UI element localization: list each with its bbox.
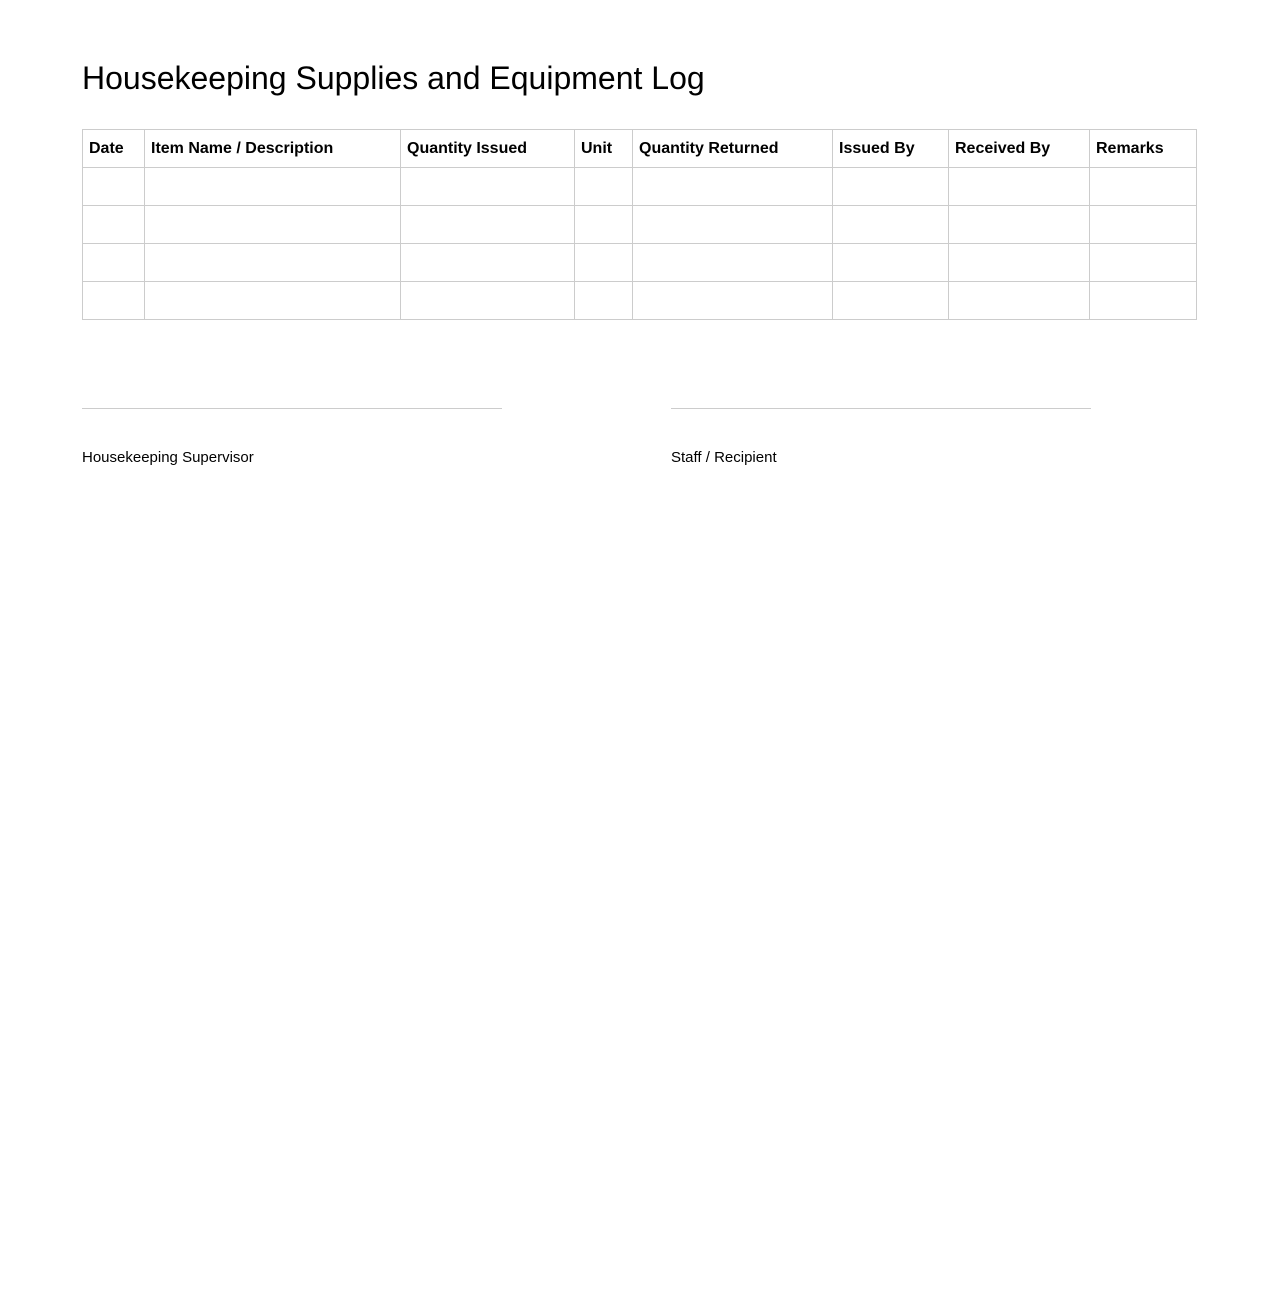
cell-date[interactable] [83,282,145,320]
cell-received-by[interactable] [949,168,1090,206]
cell-received-by[interactable] [949,282,1090,320]
column-header-remarks: Remarks [1090,130,1197,168]
cell-item-name[interactable] [145,244,401,282]
cell-quantity-returned[interactable] [633,282,833,320]
column-header-date: Date [83,130,145,168]
table-row [83,168,1197,206]
table-header-row [83,130,1197,168]
column-header-quantity-issued: Quantity Issued [401,130,575,168]
cell-unit[interactable] [575,244,633,282]
cell-issued-by[interactable] [833,206,949,244]
table-row [83,244,1197,282]
table-row [83,206,1197,244]
cell-date[interactable] [83,206,145,244]
cell-issued-by[interactable] [833,168,949,206]
table-row [83,282,1197,320]
cell-remarks[interactable] [1090,244,1197,282]
cell-received-by[interactable] [949,206,1090,244]
cell-remarks[interactable] [1090,282,1197,320]
cell-remarks[interactable] [1090,168,1197,206]
column-header-issued-by: Issued By [833,130,949,168]
cell-quantity-returned[interactable] [633,206,833,244]
page-title: Housekeeping Supplies and Equipment Log [82,60,705,96]
cell-date[interactable] [83,168,145,206]
signature-label: Staff / Recipient [671,449,777,466]
cell-unit[interactable] [575,282,633,320]
supplies-log-table [82,129,1197,320]
signature-label: Housekeeping Supervisor [82,449,254,466]
column-header-item-name: Item Name / Description [145,130,401,168]
signature-block-recipient [671,408,1091,467]
column-header-unit: Unit [575,130,633,168]
cell-quantity-issued[interactable] [401,282,575,320]
cell-quantity-issued[interactable] [401,168,575,206]
cell-item-name[interactable] [145,168,401,206]
cell-unit[interactable] [575,168,633,206]
cell-received-by[interactable] [949,244,1090,282]
cell-quantity-returned[interactable] [633,244,833,282]
cell-unit[interactable] [575,206,633,244]
signature-line[interactable] [671,408,1091,409]
cell-quantity-returned[interactable] [633,168,833,206]
column-header-quantity-returned: Quantity Returned [633,130,833,168]
cell-item-name[interactable] [145,282,401,320]
cell-date[interactable] [83,244,145,282]
cell-quantity-issued[interactable] [401,244,575,282]
cell-remarks[interactable] [1090,206,1197,244]
signature-line[interactable] [82,408,502,409]
cell-quantity-issued[interactable] [401,206,575,244]
cell-item-name[interactable] [145,206,401,244]
column-header-received-by: Received By [949,130,1090,168]
cell-issued-by[interactable] [833,244,949,282]
cell-issued-by[interactable] [833,282,949,320]
signature-block-supervisor [82,408,502,467]
